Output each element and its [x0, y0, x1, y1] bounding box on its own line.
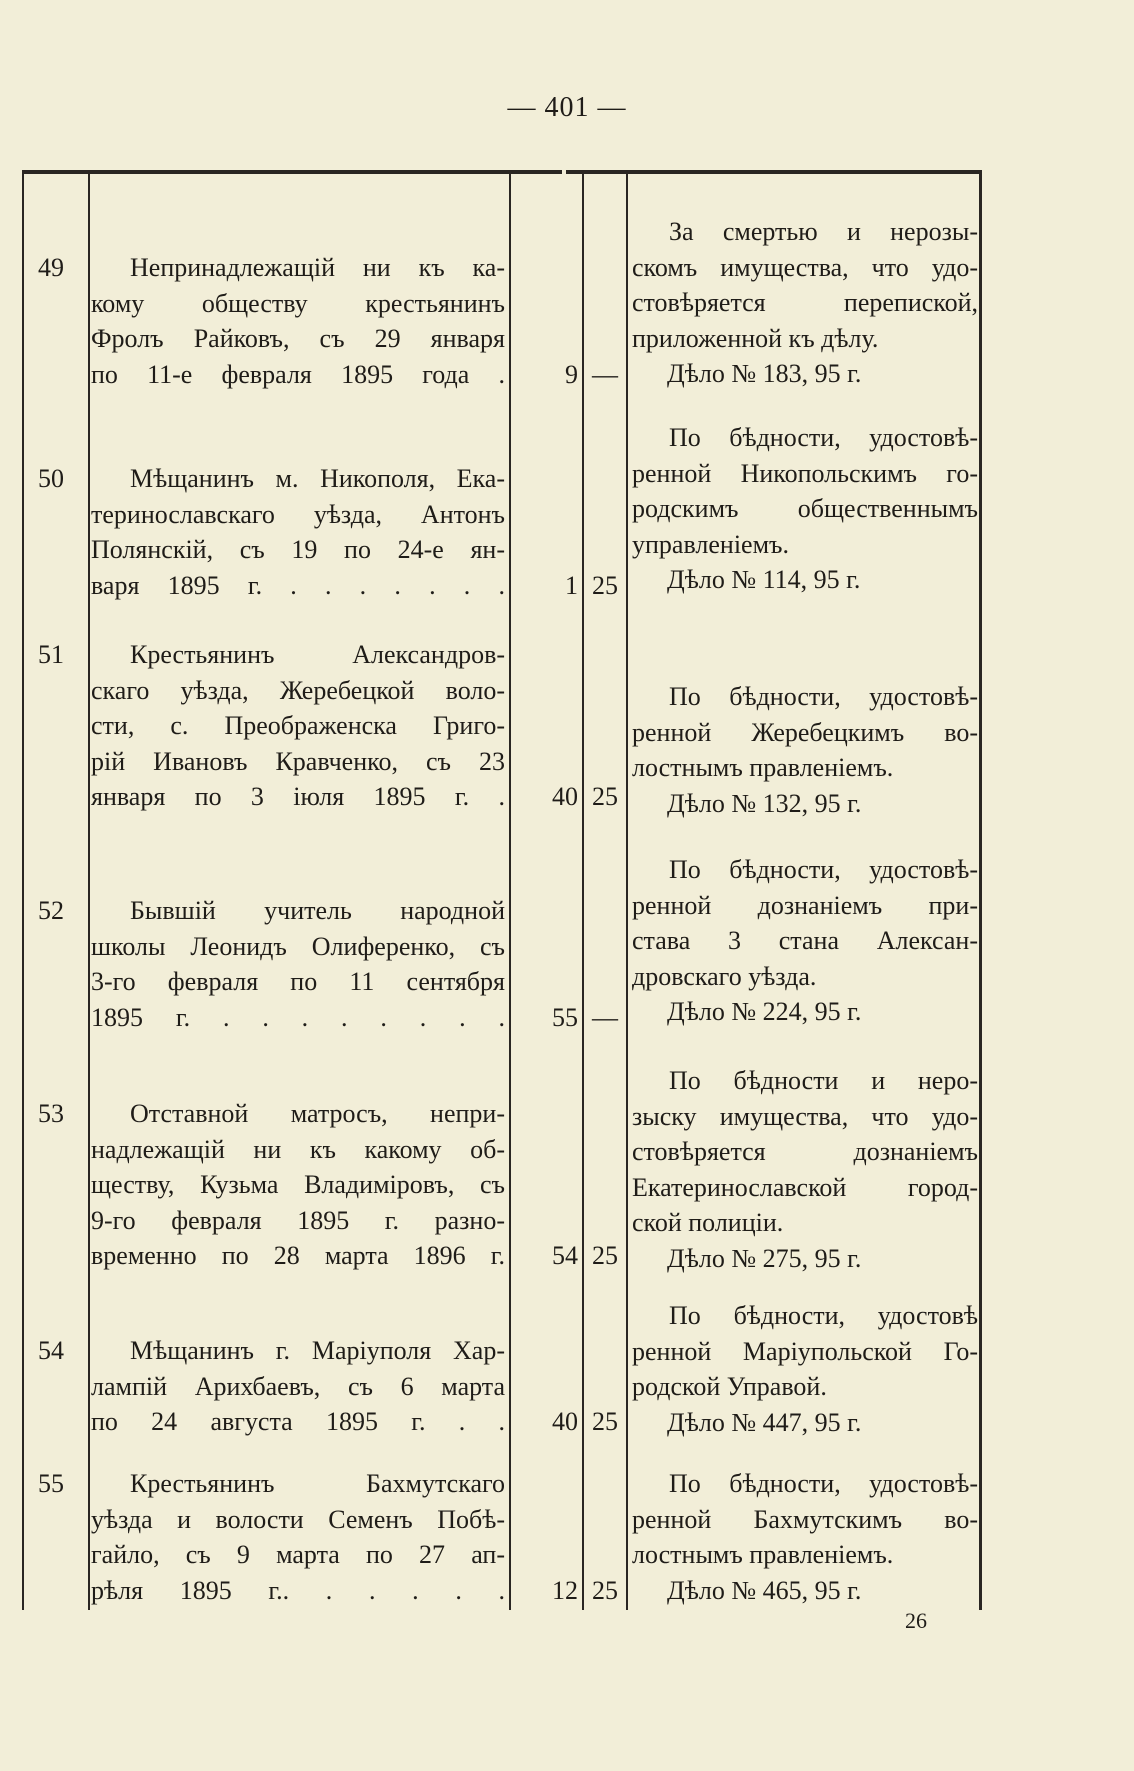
entry-remark-line: скомъ имущества, что удо- [632, 252, 978, 282]
entry-description-line: Фролъ Райковъ, съ 29 января [91, 324, 505, 354]
entry-remark-line: ренной дознаніемъ при- [632, 890, 978, 920]
entry-remark-line: лостнымъ правленіемъ. [632, 1540, 894, 1570]
entry-remark-line: ской полиціи. [632, 1208, 784, 1238]
entry-remark-line: За смертью и нерозы- [669, 217, 978, 246]
case-reference: Дѣло № 465, 95 г. [667, 1575, 862, 1605]
entry-description-line: надлежащій ни къ какому об- [91, 1134, 505, 1164]
amount-kopeks: 25 [592, 782, 618, 812]
entry-description-line: 1895 г. . . . . . . . . [91, 1002, 505, 1032]
entry-description-line: 9-го февраля 1895 г. разно- [91, 1205, 505, 1235]
entry-description-line: по 24 августа 1895 г. . . [91, 1407, 505, 1437]
amount-kopeks: 25 [592, 1575, 618, 1605]
entry-description-line: варя 1895 г. . . . . . . . [91, 570, 505, 600]
entry-number: 51 [38, 640, 64, 669]
entry-remark-line: стовѣряется перепиской, [632, 288, 978, 318]
case-reference: Дѣло № 275, 95 г. [667, 1244, 862, 1273]
entry-remark-line: ренной Никопольскимъ го- [632, 458, 978, 488]
page-number: — 401 — [507, 92, 627, 123]
entry-description-line: скаго уѣзда, Жеребецкой воло- [91, 675, 505, 705]
entry-description-line: января по 3 іюля 1895 г. . [91, 782, 505, 812]
table-right-border [979, 174, 982, 1610]
entry-number: 55 [38, 1469, 64, 1498]
entry-description-line: ществу, Кузьма Владиміровъ, съ [91, 1170, 505, 1200]
entry-description-line: 3-го февраля по 11 сентября [91, 967, 505, 997]
amount-rubles: 40 [552, 782, 578, 812]
entry-description-line: по 11-е февраля 1895 года . [91, 359, 505, 389]
case-reference: Дѣло № 183, 95 г. [667, 359, 862, 389]
amount-kopeks: 25 [592, 570, 618, 600]
entry-description-line: Бывшій учитель народной [130, 896, 505, 925]
entry-remark-line: Екатеринославской город- [632, 1172, 978, 1202]
sheet-number: 26 [905, 1608, 927, 1633]
amount-kopeks: — [592, 1002, 618, 1032]
amount-rubles: 9 [565, 359, 578, 389]
entry-remark-line: ренной Маріупольской Го- [632, 1336, 978, 1366]
amount-kopeks: — [592, 359, 618, 389]
case-reference: Дѣло № 224, 95 г. [667, 997, 862, 1027]
entry-remark-line: ренной Жеребецкимъ во- [632, 717, 978, 747]
case-reference: Дѣло № 114, 95 г. [667, 565, 861, 595]
entry-remark-line: По бѣдности и неро- [669, 1066, 978, 1095]
entry-remark-line: По бѣдности, удостовѣ- [669, 682, 978, 711]
amount-rubles: 12 [552, 1575, 578, 1605]
entry-remark-line: родской Управой. [632, 1372, 827, 1402]
amount-rubles: 54 [552, 1241, 578, 1271]
entry-number: 50 [38, 464, 64, 493]
entry-description-line: Мѣщанинъ г. Маріуполя Хар- [130, 1336, 505, 1365]
entry-remark-line: стовѣряется дознаніемъ [632, 1137, 978, 1167]
entry-remark-line: По бѣдности, удостовѣ- [669, 855, 978, 884]
entry-number: 52 [38, 896, 64, 925]
amount-rubles: 1 [565, 570, 578, 600]
entry-description-line: рій Ивановъ Кравченко, съ 23 [91, 746, 505, 776]
case-reference: Дѣло № 447, 95 г. [667, 1407, 862, 1437]
entry-description-line: сти, с. Преображенска Григо- [91, 711, 505, 741]
entry-description-line: кому обществу крестьянинъ [91, 288, 505, 318]
entry-remark-line: лостнымъ правленіемъ. [632, 753, 894, 783]
amount-kopeks: 25 [592, 1407, 618, 1437]
entry-description-line: Мѣщанинъ м. Никополя, Ека- [130, 464, 505, 493]
entry-description-line: лампій Арихбаевъ, съ 6 марта [91, 1371, 505, 1401]
column-divider-description [509, 174, 511, 1610]
entry-description-line: гайло, съ 9 марта по 27 ап- [91, 1540, 505, 1570]
entry-number: 54 [38, 1336, 64, 1365]
entry-description-line: Крестьянинъ Александров- [130, 640, 505, 669]
entry-remark-line: зыску имущества, что удо- [632, 1101, 978, 1131]
entry-description-line: Непринадлежащій ни къ ка- [130, 253, 505, 282]
entry-description-line: Полянскій, съ 19 по 24-е ян- [91, 535, 505, 565]
entry-number: 53 [38, 1099, 64, 1128]
entry-description-line: Отставной матросъ, непри- [130, 1099, 505, 1128]
entry-description-line: временно по 28 марта 1896 г. [91, 1241, 505, 1271]
entry-remark-line: По бѣдности, удостовѣ- [669, 423, 978, 452]
entry-remark-line: дровскаго уѣзда. [632, 961, 817, 991]
entry-remark-line: ренной Бахмутскимъ во- [632, 1504, 978, 1534]
entry-remark-line: приложенной къ дѣлу. [632, 323, 879, 353]
entry-remark-line: По бѣдности, удостовѣ- [669, 1469, 978, 1498]
column-divider-kopeks [626, 174, 628, 1610]
amount-rubles: 40 [552, 1407, 578, 1437]
table-left-border [22, 174, 24, 1610]
case-reference: Дѣло № 132, 95 г. [667, 788, 862, 818]
entry-remark-line: става 3 стана Алексан- [632, 926, 978, 956]
entry-remark-line: родскимъ общественнымъ [632, 494, 978, 524]
entry-description-line: теринославскаго уѣзда, Антонъ [91, 499, 505, 529]
entry-description-line: уѣзда и волости Семенъ Побѣ- [91, 1504, 505, 1534]
entry-remark-line: управленіемъ. [632, 529, 789, 559]
amount-kopeks: 25 [592, 1241, 618, 1271]
column-divider-number [88, 174, 90, 1610]
entry-number: 49 [38, 253, 64, 282]
entry-remark-line: По бѣдности, удостовѣ [669, 1301, 978, 1330]
amount-rubles: 55 [552, 1002, 578, 1032]
table-top-rule-right [566, 170, 982, 174]
entry-description-line: Крестьянинъ Бахмутскаго [130, 1469, 505, 1498]
entry-description-line: рѣля 1895 г.. . . . . . [91, 1575, 505, 1605]
entry-description-line: школы Леонидъ Олиференко, съ [91, 931, 505, 961]
table-top-rule-left [22, 170, 562, 174]
